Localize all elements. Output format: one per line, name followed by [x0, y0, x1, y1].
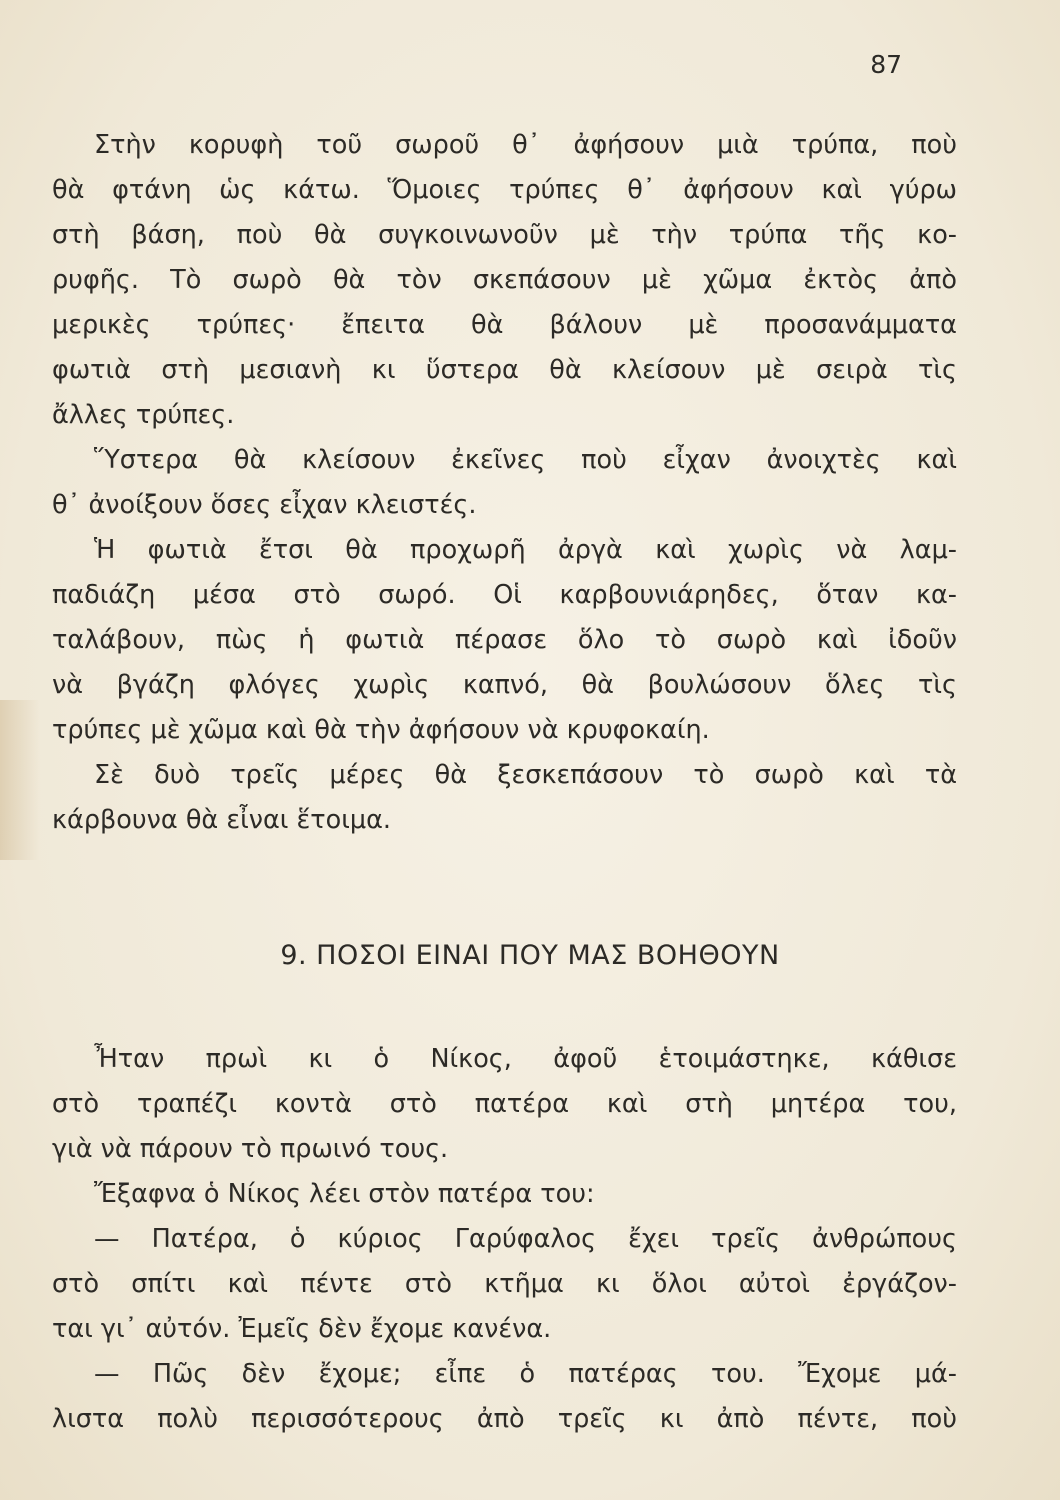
paper-stain — [0, 700, 40, 860]
text-line: νὰ βγάζη φλόγες χωρὶς καπνό, θὰ βουλώσουν ὅλες τὶς — [52, 670, 957, 700]
text-line: στὴ βάση, ποὺ θὰ συγκοινωνοῦν μὲ τὴν τρύπα τῆς κο- — [52, 220, 957, 250]
text-line: Ὕστερα θὰ κλείσουν ἐκεῖνες ποὺ εἶχαν ἀνοιχτὲς καὶ — [94, 445, 957, 475]
text-line: στὸ τραπέζι κοντὰ στὸ πατέρα καὶ στὴ μητέρα του, — [52, 1089, 957, 1119]
text-line: Σὲ δυὸ τρεῖς μέρες θὰ ξεσκεπάσουν τὸ σωρὸ καὶ τὰ — [94, 760, 957, 790]
paragraph-block-charcoal — [52, 123, 957, 843]
text-line: θὰ φτάνη ὡς κάτω. Ὅμοιες τρύπες θ᾽ ἀφήσουν καὶ γύρω — [52, 175, 957, 205]
text-line: ται γι᾽ αὐτόν. Ἐμεῖς δὲν ἔχομε κανένα. — [52, 1314, 552, 1344]
text-line: ἄλλες τρύπες. — [52, 400, 235, 430]
text-line: — Πῶς δὲν ἔχομε; εἶπε ὁ πατέρας του. Ἔχομε μά- — [94, 1359, 957, 1389]
text-line: Ἡ φωτιὰ ἔτσι θὰ προχωρῆ ἀργὰ καὶ χωρὶς νὰ λαμ- — [94, 535, 957, 565]
paragraph-block-helpers — [52, 1037, 957, 1442]
text-line: φωτιὰ στὴ μεσιανὴ κι ὕστερα θὰ κλείσουν μὲ σειρὰ τὶς — [52, 355, 957, 385]
text-line: θ᾽ ἀνοίξουν ὅσες εἶχαν κλειστές. — [52, 490, 477, 520]
text-line: Ἔξαφνα ὁ Νίκος λέει στὸν πατέρα του: — [94, 1179, 595, 1209]
text-line: ταλάβουν, πὼς ἡ φωτιὰ πέρασε ὅλο τὸ σωρὸ καὶ ἰδοῦν — [52, 625, 957, 655]
text-line: τρύπες μὲ χῶμα καὶ θὰ τὴν ἀφήσουν νὰ κρυφοκαίη. — [52, 715, 710, 745]
text-line: — Πατέρα, ὁ κύριος Γαρύφαλος ἔχει τρεῖς ἀνθρώπους — [94, 1224, 957, 1254]
text-line: γιὰ νὰ πάρουν τὸ πρωινό τους. — [52, 1134, 449, 1164]
text-line: κάρβουνα θὰ εἶναι ἕτοιμα. — [52, 805, 392, 835]
text-line: στὸ σπίτι καὶ πέντε στὸ κτῆμα κι ὅλοι αὐτοὶ ἐργάζον- — [52, 1269, 957, 1299]
text-line: λιστα πολὺ περισσότερους ἀπὸ τρεῖς κι ἀπὸ πέντε, ποὺ — [52, 1404, 957, 1434]
section-heading: 9. ΠΟΣΟΙ ΕΙΝΑΙ ΠΟΥ ΜΑΣ ΒΟΗΘΟΥΝ — [280, 940, 780, 971]
text-line: μερικὲς τρύπες· ἔπειτα θὰ βάλουν μὲ προσανάμματα — [52, 310, 957, 340]
page-number: 87 — [870, 50, 902, 79]
text-line: παδιάζη μέσα στὸ σωρό. Οἱ καρβουνιάρηδες, ὅταν κα- — [52, 580, 957, 610]
text-line: Ἦταν πρωὶ κι ὁ Νίκος, ἀφοῦ ἑτοιμάστηκε, κάθισε — [94, 1044, 957, 1074]
text-line: Στὴν κορυφὴ τοῦ σωροῦ θ᾽ ἀφήσουν μιὰ τρύπα, ποὺ — [94, 130, 957, 160]
text-line: ρυφῆς. Τὸ σωρὸ θὰ τὸν σκεπάσουν μὲ χῶμα ἐκτὸς ἀπὸ — [52, 265, 957, 295]
